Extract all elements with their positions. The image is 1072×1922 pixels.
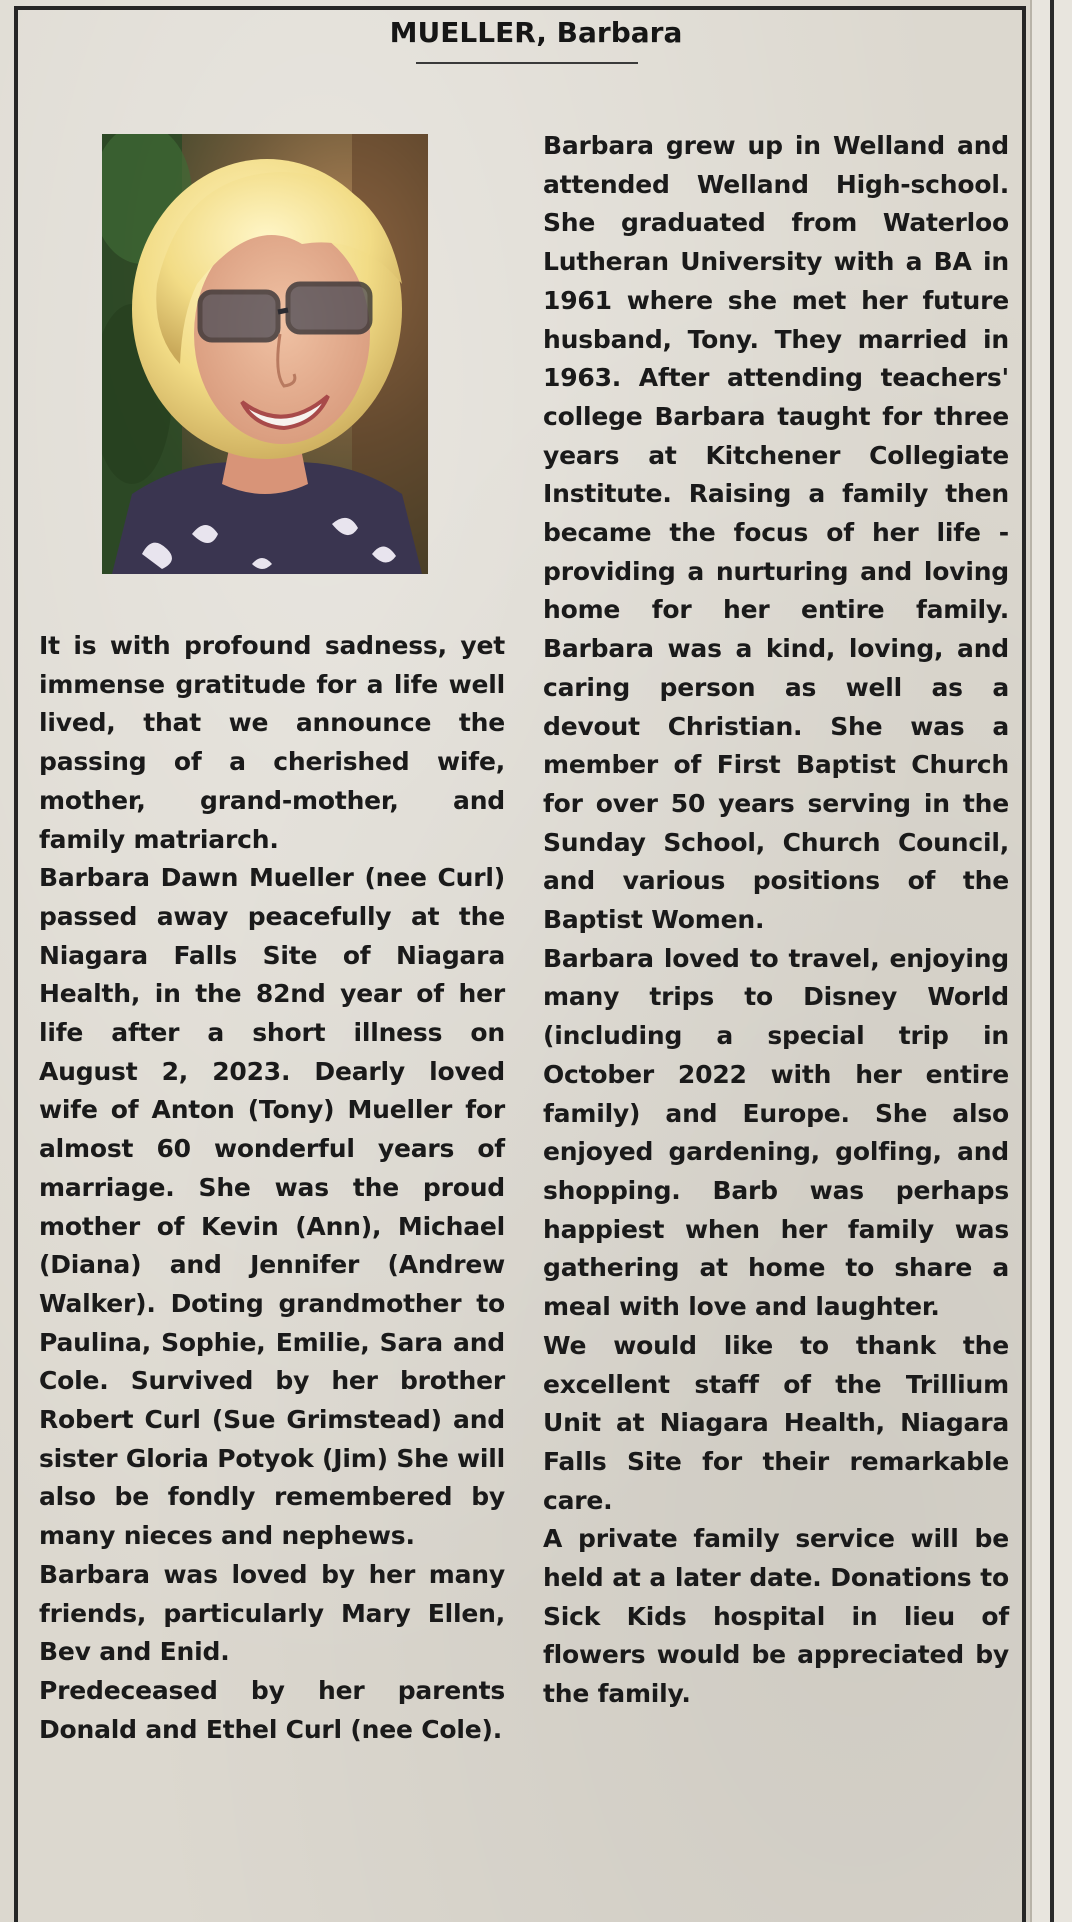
paragraph-announcement: It is with profound sadness, yet immense gratitude for a life well lived, that we announce the passing of a cherished wife, mother, grand-mother, and family matriarch.	[39, 631, 505, 854]
column-rule	[1050, 0, 1054, 1922]
paragraph-predeceased: Predeceased by her parents Donald and Ethel Curl (nee Cole).	[39, 1675, 505, 1744]
paragraph-biography: Barbara Dawn Mueller (nee Curl) passed away peacefully at the Niagara Falls Site of Niagara Health, in the 82nd year of her life after a short illness on August 2, 2023. Dearly loved wife of Anton (Tony) Mueller for almost 60 wonderful years of marriage. She was the proud mother of Kevin (Ann), Michael (Diana) and Jennifer (Andrew Walker). Doting grandmother to Paulina, Sophie, Emilie, Sara and Cole. Survived by her brother Robert Curl (Sue Grimstead) and sister Gloria Potyok (Jim) She will also be fondly remembered by many nieces and nephews.	[39, 863, 505, 1551]
left-text-column	[39, 627, 505, 1749]
paragraph-thanks: We would like to thank the excellent staff of the Trillium Unit at Niagara Health, Niagara Falls Site for their remarkable care.	[543, 1330, 1009, 1515]
portrait-photo	[102, 134, 428, 574]
portrait-image	[102, 134, 428, 574]
obituary-heading: MUELLER, Barbara	[389, 16, 683, 49]
adjacent-column-edge	[1030, 0, 1072, 1922]
heading-underline	[416, 62, 638, 64]
paragraph-early-life: Barbara grew up in Welland and attended Welland High-school. She graduated from Waterloo Lutheran University with a BA in 1961 where she met her future husband, Tony. They married in 1963. After attending teachers' college Barbara taught for three years at Kitchener Collegiate Institute. Raising a family then became the focus of her life - providing a nurturing and loving home for her entire family. Barbara was a kind, loving, and caring person as well as a devout Christian. She was a member of First Baptist Church for over 50 years serving in the Sunday School, Church Council, and various positions of the Baptist Women.	[543, 131, 1009, 935]
paragraph-service: A private family service will be held at a later date. Donations to Sick Kids hospital in lieu of flowers would be appreciated by the family.	[543, 1524, 1009, 1709]
paragraph-interests: Barbara loved to travel, enjoying many trips to Disney World (including a special trip in October 2022 with her entire family) and Europe. She also enjoyed gardening, golfing, and shopping. Barb was perhaps happiest when her family was gathering at home to share a meal with love and laughter.	[543, 943, 1009, 1322]
right-text-column	[543, 127, 1009, 1714]
paragraph-friends: Barbara was loved by her many friends, particularly Mary Ellen, Bev and Enid.	[39, 1559, 505, 1667]
